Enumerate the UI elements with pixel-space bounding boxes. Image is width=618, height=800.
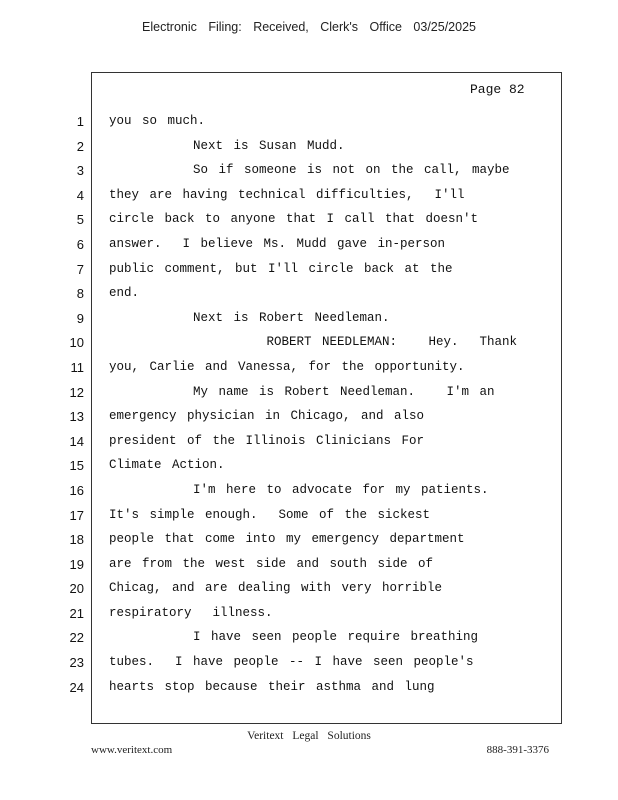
transcript-line: circle back to anyone that I call that doesn't — [109, 212, 479, 227]
transcript-line: answer. I believe Ms. Mudd gave in-person — [109, 236, 446, 251]
line-number: 10 — [69, 335, 84, 351]
footer-website: www.veritext.com — [91, 744, 173, 756]
line-number: 20 — [69, 581, 84, 597]
line-number: 17 — [69, 507, 84, 523]
line-number: 18 — [69, 532, 84, 548]
line-number: 11 — [70, 359, 84, 375]
line-number: 19 — [69, 556, 84, 572]
page-number: Page 82 — [470, 82, 525, 97]
line-number: 5 — [76, 212, 84, 228]
transcript-line: Next is Robert Needleman. — [109, 310, 390, 325]
line-number: 3 — [76, 163, 84, 179]
transcript-line: people that come into my emergency department — [109, 532, 465, 547]
line-number: 22 — [69, 630, 84, 646]
transcript-line: tubes. I have people -- I have seen people's — [109, 655, 474, 670]
transcript-line: My name is Robert Needleman. I'm an — [109, 384, 495, 399]
line-number: 14 — [69, 433, 84, 449]
line-number: 1 — [76, 114, 84, 129]
transcript-line: are from the west side and south side of — [109, 556, 434, 571]
line-number: 16 — [69, 482, 84, 498]
line-number: 4 — [76, 187, 84, 203]
line-number: 23 — [69, 655, 84, 671]
line-number: 8 — [76, 286, 84, 302]
line-number: 2 — [76, 138, 84, 154]
line-number: 21 — [69, 605, 84, 621]
transcript-line: Chicag, and are dealing with very horrible — [109, 581, 443, 596]
transcript-line: you, Carlie and Vanessa, for the opportunity. — [109, 359, 465, 374]
transcript-line: Climate Action. — [109, 458, 225, 473]
line-number: 6 — [76, 236, 84, 252]
line-number: 15 — [69, 458, 84, 474]
line-number: 13 — [69, 409, 84, 425]
transcript-line: I have seen people require breathing — [109, 630, 479, 645]
transcript-line: they are having technical difficulties, I'll — [109, 187, 465, 202]
transcript-line: emergency physician in Chicago, and also — [109, 409, 425, 424]
footer-company: Veritext Legal Solutions — [247, 730, 371, 742]
transcript-line: respiratory illness. — [109, 605, 273, 620]
transcript-body — [109, 113, 554, 703]
transcript-line: president of the Illinois Clinicians For — [109, 433, 425, 448]
transcript-line: So if someone is not on the call, maybe — [109, 163, 510, 178]
line-number: 12 — [69, 384, 84, 400]
line-number-column — [50, 113, 84, 703]
transcript-line: public comment, but I'll circle back at the — [109, 261, 453, 276]
filing-stamp: Electronic Filing: Received, Clerk's Office 03/25/2025 — [142, 20, 476, 34]
transcript-line: you so much. — [109, 114, 206, 128]
transcript-line: Next is Susan Mudd. — [109, 138, 345, 153]
line-number: 24 — [69, 679, 84, 695]
footer-phone: 888-391-3376 — [486, 744, 549, 756]
transcript-line: ROBERT NEEDLEMAN: Hey. Thank — [109, 335, 518, 350]
transcript-line: It's simple enough. Some of the sickest — [109, 507, 431, 522]
transcript-line: I'm here to advocate for my patients. — [109, 482, 489, 497]
transcript-line: hearts stop because their asthma and lung — [109, 679, 435, 694]
line-number: 9 — [76, 310, 84, 326]
transcript-line: end. — [109, 286, 140, 301]
line-number: 7 — [76, 261, 84, 277]
